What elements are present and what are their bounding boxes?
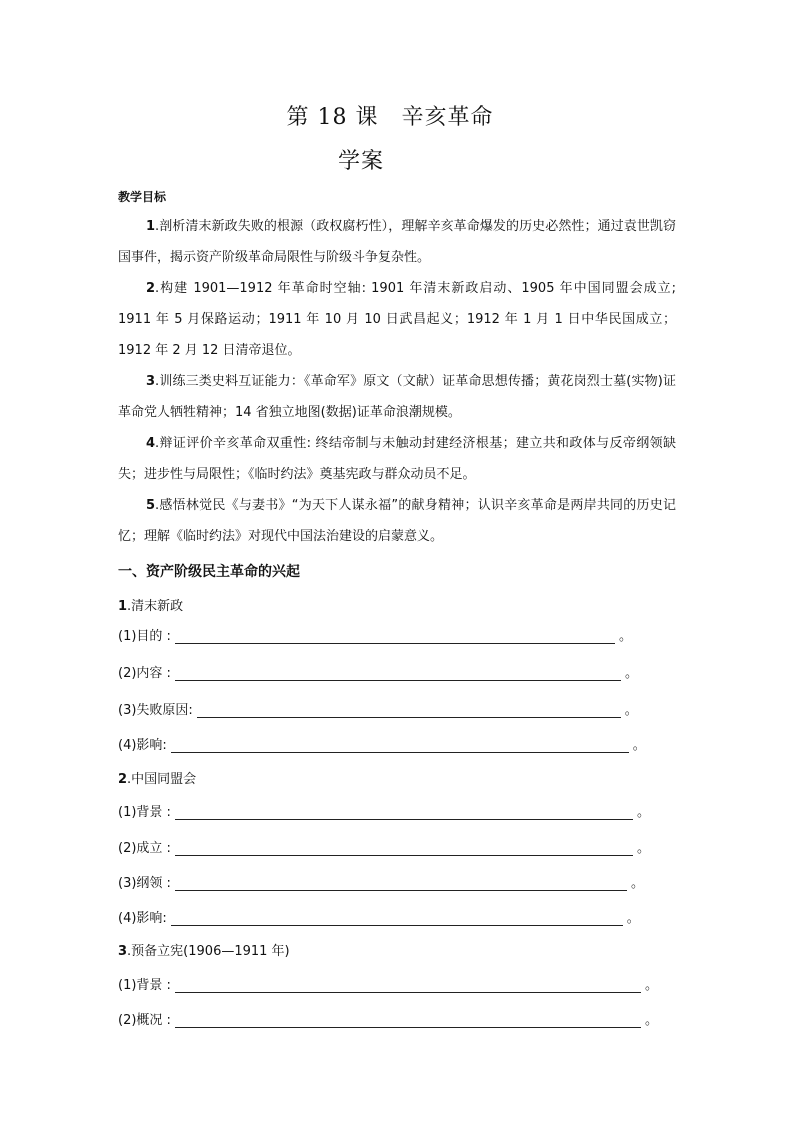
answer-blank[interactable] [175, 876, 627, 891]
group-number: 3 [118, 944, 128, 959]
objective-4 [118, 428, 676, 490]
answer-blank[interactable] [175, 1013, 641, 1028]
fill-row [118, 733, 646, 753]
fill-end: 。 [644, 1013, 658, 1028]
section-heading: 一、资产阶级民主革命的兴起 [118, 564, 300, 580]
fill-label: (2)内容 : [118, 666, 171, 681]
answer-blank[interactable] [175, 841, 633, 856]
objective-2 [118, 273, 676, 366]
objective-3 [118, 366, 676, 428]
fill-label: (4)影响: [118, 911, 167, 926]
fill-end: 。 [618, 629, 632, 644]
objective-text: .辩证评价辛亥革命双重性: 终结帝制与未触动封建经济根基；建立共和政体与反帝纲领缺失；进步性与局限性；《临时约法》奠基宪政与群众动员不足。 [118, 436, 676, 482]
page-title: 第 18 课 辛亥革命 [286, 105, 494, 130]
page-subtitle: 学案 [337, 149, 384, 174]
fill-end: 。 [636, 805, 650, 820]
group-number: 2 [118, 772, 128, 787]
group-title: .预备立宪(1906—1911 年) [127, 944, 290, 959]
fill-end: 。 [624, 703, 638, 718]
group-heading-constitution [118, 940, 290, 959]
fill-row [118, 1008, 658, 1028]
fill-end: 。 [644, 978, 658, 993]
fill-label: (2)成立 : [118, 841, 171, 856]
group-number: 1 [118, 599, 128, 614]
objective-number: 5 [146, 498, 156, 513]
fill-label: (1)背景 : [118, 805, 171, 820]
fill-end: 。 [626, 911, 640, 926]
group-title: .清末新政 [127, 599, 184, 614]
fill-row [118, 624, 632, 644]
objective-number: 4 [146, 436, 156, 451]
fill-row [118, 871, 644, 891]
objective-5 [118, 490, 676, 552]
fill-label: (3)失败原因: [118, 703, 193, 718]
objective-text: .构建 1901—1912 年革命时空轴: 1901 年清末新政启动、1905 年中国同盟会成立; 1911 年 5 月保路运动；1911 年 10 月 10 日武昌起义；1912 年 1 月 1 日中华民国成立；1912 年 2 月 12 日清帝退位。 [118, 281, 676, 358]
fill-end: 。 [630, 876, 644, 891]
answer-blank[interactable] [175, 805, 633, 820]
objectives-heading: 教学目标 [118, 190, 167, 204]
fill-label: (3)纲领 : [118, 876, 171, 891]
group-heading-new-policy [118, 595, 183, 614]
answer-blank[interactable] [171, 738, 629, 753]
fill-row [118, 661, 638, 681]
answer-blank[interactable] [175, 978, 641, 993]
objective-text: .训练三类史料互证能力：《革命军》原文（文献）证革命思想传播；黄花岗烈士墓(实物)证革命党人牺牲精神；14 省独立地图(数据)证革命浪潮规模。 [118, 374, 676, 420]
answer-blank[interactable] [197, 703, 621, 718]
fill-end: 。 [624, 666, 638, 681]
group-title: .中国同盟会 [127, 772, 197, 787]
objective-text: .剖析清末新政失败的根源（政权腐朽性），理解辛亥革命爆发的历史必然性；通过袁世凯窃国事件，揭示资产阶级革命局限性与阶级斗争复杂性。 [118, 219, 676, 265]
fill-row [118, 973, 658, 993]
objective-number: 2 [146, 281, 156, 296]
answer-blank[interactable] [175, 666, 621, 681]
fill-label: (2)概况 : [118, 1013, 171, 1028]
fill-label: (1)目的 : [118, 629, 171, 644]
objective-number: 1 [146, 219, 156, 234]
fill-row [118, 698, 638, 718]
objective-number: 3 [146, 374, 156, 389]
objective-text: .感悟林觉民《与妻书》“为天下人谋永福”的献身精神；认识辛亥革命是两岸共同的历史记忆；理解《临时约法》对现代中国法治建设的启蒙意义。 [118, 498, 676, 544]
fill-row [118, 800, 650, 820]
group-heading-tongmenghui [118, 768, 196, 787]
answer-blank[interactable] [171, 911, 623, 926]
answer-blank[interactable] [175, 629, 615, 644]
fill-row [118, 906, 640, 926]
objective-1 [118, 211, 676, 273]
fill-end: 。 [632, 738, 646, 753]
fill-label: (4)影响: [118, 738, 167, 753]
fill-row [118, 836, 650, 856]
fill-end: 。 [636, 841, 650, 856]
fill-label: (1)背景 : [118, 978, 171, 993]
